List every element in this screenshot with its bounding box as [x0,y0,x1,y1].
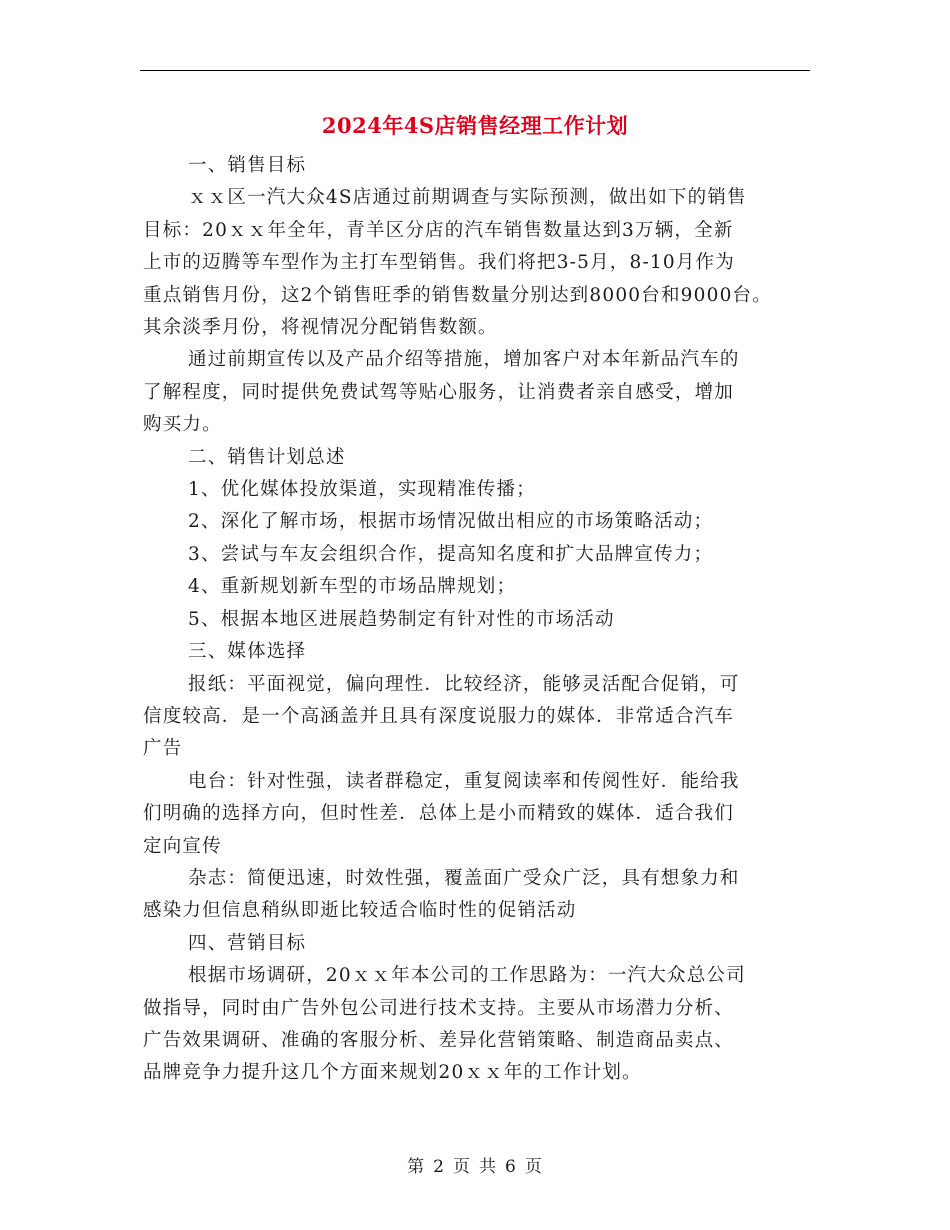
footer-total-pages: 6 [505,1157,517,1177]
body-line: 品牌竞争力提升这几个方面来规划20ｘｘ年的工作计划。 [143,1062,642,1084]
document-body [143,150,813,1090]
footer-current-page: 2 [433,1157,445,1177]
body-line: 通过前期宣传以及产品介绍等措施，增加客户对本年新品汽车的 [188,349,740,371]
footer-total-label: 共 [479,1157,497,1177]
body-line: 信度较高．是一个高涵盖并且具有深度说服力的媒体．非常适合汽车 [143,705,735,727]
body-line: 其余淡季月份，将视情况分配销售数额。 [143,317,498,339]
body-line: 四、营销目标 [188,932,307,954]
body-line: 三、媒体选择 [188,641,307,663]
body-line: 电台：针对性强，读者群稳定，重复阅读率和传阅性好．能给我 [188,770,740,792]
body-line: 感染力但信息稍纵即逝比较适合临时性的促销活动 [143,900,577,922]
body-line: 二、销售计划总述 [188,446,346,468]
body-line: 做指导，同时由广告外包公司进行技术支持。主要从市场潜力分析、 [143,997,735,1019]
body-line: 定向宣传 [143,835,222,857]
body-line: 上市的迈腾等车型作为主打车型销售。我们将把3-5月，8-10月作为 [143,252,735,274]
body-line: 1、优化媒体投放渠道，实现精准传播； [188,479,536,501]
body-line: ｘｘ区一汽大众4S店通过前期调查与实际预测，做出如下的销售 [188,187,747,209]
body-line: 2、深化了解市场，根据市场情况做出相应的市场策略活动； [188,511,714,533]
body-line: 广告 [143,738,183,760]
body-line: 们明确的选择方向，但时性差．总体上是小而精致的媒体．适合我们 [143,803,735,825]
body-line: 了解程度，同时提供免费试驾等贴心服务，让消费者亲自感受，增加 [143,381,735,403]
body-line: 根据市场调研，20ｘｘ年本公司的工作思路为：一汽大众总公司 [188,965,746,987]
body-line: 4、重新规划新车型的市场品牌规划； [188,576,517,598]
page-footer [0,1152,950,1177]
body-line: 购买力。 [143,414,222,436]
body-line: 报纸：平面视觉，偏向理性．比较经济，能够灵活配合促销，可 [188,673,740,695]
footer-page-label: 第 [407,1157,426,1177]
body-line: 杂志：简便迅速，时效性强，覆盖面广受众广泛，具有想象力和 [188,867,740,889]
body-line: 目标：20ｘｘ年全年，青羊区分店的汽车销售数量达到3万辆，全新 [143,219,734,241]
body-line: 5、根据本地区进展趋势制定有针对性的市场活动 [188,608,615,630]
body-line: 一、销售目标 [188,155,307,176]
header-rule [140,70,810,71]
body-line: 3、尝试与车友会组织合作，提高知名度和扩大品牌宣传力； [188,543,714,565]
body-line: 重点销售月份，这2个销售旺季的销售数量分别达到8000台和9000台。 [143,284,772,306]
document-title: 2024年4S店销售经理工作计划 [321,113,629,138]
body-line: 广告效果调研、准确的客服分析、差异化营销策略、制造商品卖点、 [143,1029,735,1051]
footer-total-unit: 页 [524,1157,543,1177]
footer-page-unit: 页 [453,1157,471,1177]
